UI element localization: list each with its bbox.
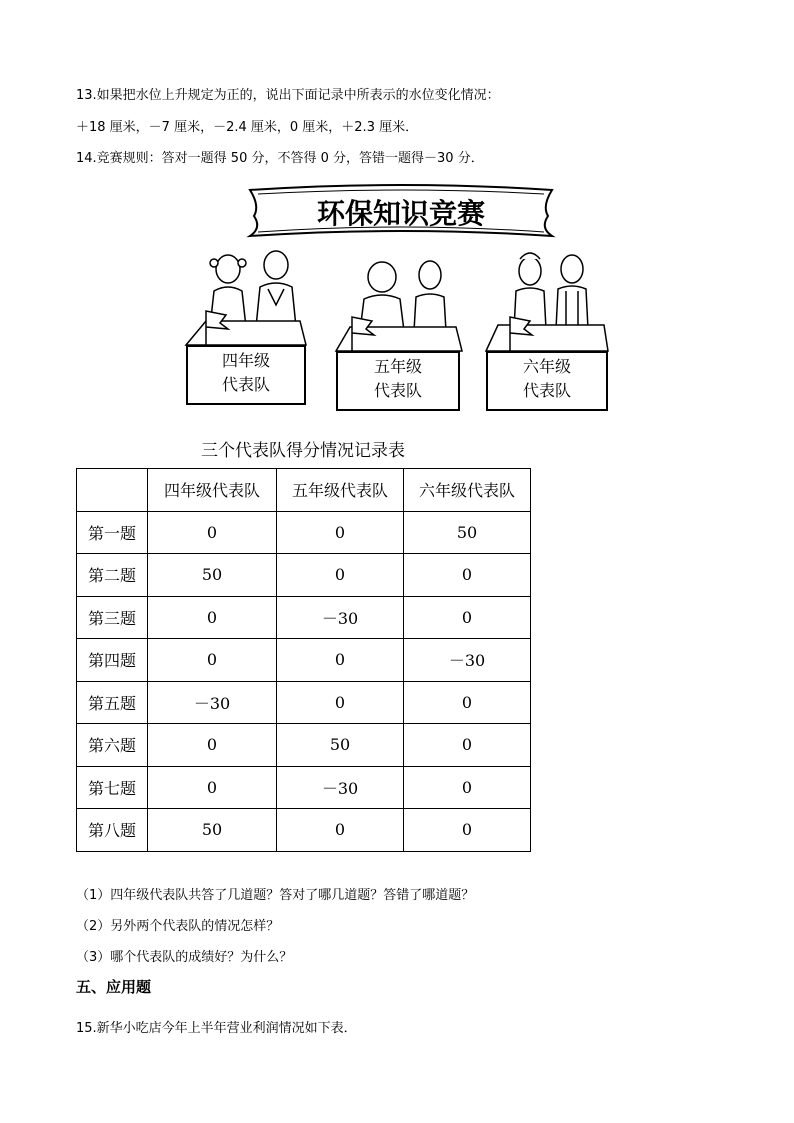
- contest-banner: [244, 182, 558, 242]
- table-row: [77, 554, 531, 597]
- sub-question-1: （1）四年级代表队共答了几道题？答对了哪几道题？答错了哪道题？: [76, 888, 475, 903]
- score-cell: 50: [277, 724, 404, 767]
- score-cell: 0: [404, 766, 531, 809]
- table-header-row: [77, 469, 531, 512]
- booth-grade-5: [336, 351, 460, 411]
- question-13-text: 13.如果把水位上升规定为正的，说出下面记录中所表示的水位变化情况：: [76, 88, 500, 103]
- booth-grade-4: [186, 345, 306, 405]
- table-header-cell: 五年级代表队: [277, 469, 404, 512]
- score-cell: 50: [148, 809, 277, 852]
- score-cell: 0: [404, 724, 531, 767]
- booth-label-line1: 六年级: [522, 357, 571, 376]
- score-cell: －30: [148, 681, 277, 724]
- table-header-cell: [77, 469, 148, 512]
- score-table: [76, 468, 531, 852]
- score-cell: 0: [277, 809, 404, 852]
- row-label: 第八题: [77, 809, 148, 852]
- score-cell: 0: [404, 554, 531, 597]
- row-label: 第七题: [77, 766, 148, 809]
- section-heading: 五、应用题: [76, 978, 152, 996]
- sub-question-3: （3）哪个代表队的成绩好？为什么？: [76, 950, 293, 965]
- score-cell: －30: [404, 639, 531, 682]
- row-label: 第三题: [77, 596, 148, 639]
- banner-title: 环保知识竞赛: [316, 197, 486, 230]
- score-cell: 0: [148, 639, 277, 682]
- row-label: 第六题: [77, 724, 148, 767]
- score-cell: 0: [277, 639, 404, 682]
- booth-label-line1: 五年级: [373, 357, 422, 376]
- sub-question-2: （2）另外两个代表队的情况怎样？: [76, 919, 280, 934]
- question-15-text: 15.新华小吃店今年上半年营业利润情况如下表．: [76, 1021, 357, 1036]
- score-cell: 0: [148, 596, 277, 639]
- table-row: [77, 724, 531, 767]
- score-cell: 50: [404, 511, 531, 554]
- row-label: 第五题: [77, 681, 148, 724]
- table-title: 三个代表队得分情况记录表: [201, 441, 405, 461]
- score-cell: 0: [404, 681, 531, 724]
- question-13-values: ＋18 厘米，－7 厘米，－2.4 厘米，0 厘米，＋2.3 厘米．: [76, 120, 419, 135]
- banner-ribbon-icon: [244, 182, 558, 242]
- score-cell: 0: [404, 596, 531, 639]
- table-header-cell: 六年级代表队: [404, 469, 531, 512]
- score-cell: 0: [277, 681, 404, 724]
- table-row: [77, 681, 531, 724]
- score-cell: 0: [277, 511, 404, 554]
- score-cell: －30: [277, 766, 404, 809]
- booth-label-line2: 代表队: [373, 381, 422, 400]
- booth-grade-6: [486, 351, 608, 411]
- table-row: [77, 639, 531, 682]
- score-cell: －30: [277, 596, 404, 639]
- row-label: 第二题: [77, 554, 148, 597]
- table-row: [77, 766, 531, 809]
- score-cell: 50: [148, 554, 277, 597]
- score-cell: 0: [404, 809, 531, 852]
- question-14-rules: 14.竞赛规则：答对一题得 50 分，不答得 0 分，答错一题得－30 分．: [76, 151, 484, 166]
- score-cell: 0: [148, 511, 277, 554]
- contest-scene: [180, 245, 620, 415]
- table-row: [77, 596, 531, 639]
- row-label: 第四题: [77, 639, 148, 682]
- booth-label-line2: 代表队: [522, 381, 571, 400]
- score-cell: 0: [148, 724, 277, 767]
- table-header-cell: 四年级代表队: [148, 469, 277, 512]
- score-cell: 0: [148, 766, 277, 809]
- row-label: 第一题: [77, 511, 148, 554]
- table-row: [77, 809, 531, 852]
- score-cell: 0: [277, 554, 404, 597]
- table-row: [77, 511, 531, 554]
- booth-label-line2: 代表队: [221, 375, 270, 394]
- booth-label-line1: 四年级: [221, 351, 270, 370]
